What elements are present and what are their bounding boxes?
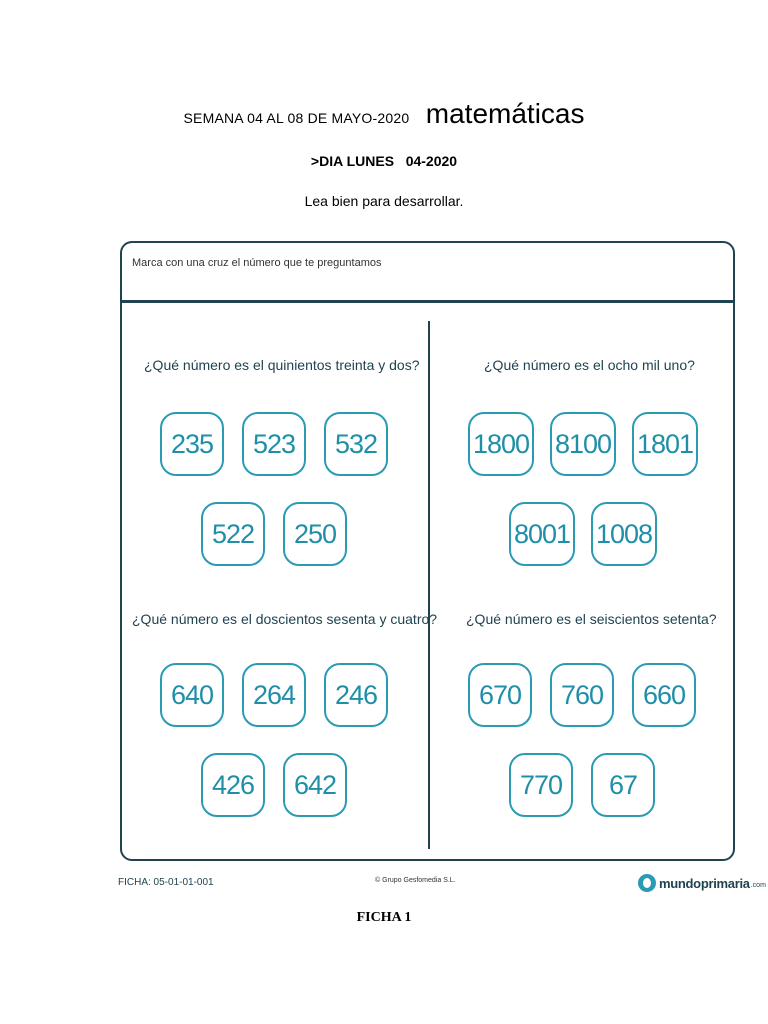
option-box[interactable]: 760 — [550, 663, 614, 727]
worksheet-frame — [120, 241, 735, 861]
option-box[interactable]: 670 — [468, 663, 532, 727]
instruction-divider — [122, 300, 733, 303]
logo-text: mundoprimaria — [659, 875, 750, 891]
footer-code: FICHA: 05-01-01-001 — [118, 877, 214, 888]
question-3: ¿Qué número es el doscientos sesenta y cuatro? — [132, 611, 438, 627]
option-box[interactable]: 8001 — [509, 502, 575, 566]
option-box[interactable]: 523 — [242, 412, 306, 476]
option-box[interactable]: 1800 — [468, 412, 534, 476]
footer-copyright: © Grupo Gesfomedia S.L. — [375, 877, 456, 884]
question-1: ¿Qué número es el quinientos treinta y dos? — [144, 357, 420, 373]
week-label: SEMANA 04 AL 08 DE MAYO-2020 — [183, 110, 410, 126]
option-box[interactable]: 522 — [201, 502, 265, 566]
column-divider — [428, 321, 430, 849]
option-box[interactable]: 642 — [283, 753, 347, 817]
option-box[interactable]: 640 — [160, 663, 224, 727]
option-box[interactable]: 1801 — [632, 412, 698, 476]
option-box[interactable]: 264 — [242, 663, 306, 727]
subject-label: matemáticas — [425, 98, 585, 129]
option-box[interactable]: 8100 — [550, 412, 616, 476]
option-box[interactable]: 235 — [160, 412, 224, 476]
option-box[interactable]: 660 — [632, 663, 696, 727]
option-box[interactable]: 1008 — [591, 502, 657, 566]
mundoprimaria-logo — [638, 872, 766, 894]
option-box[interactable]: 770 — [509, 753, 573, 817]
option-box[interactable]: 250 — [283, 502, 347, 566]
option-box[interactable]: 426 — [201, 753, 265, 817]
option-box[interactable]: 246 — [324, 663, 388, 727]
page-label: FICHA 1 — [356, 910, 412, 925]
logo-icon — [638, 874, 656, 892]
header-title-line — [0, 98, 768, 130]
question-4: ¿Qué número es el seiscientos setenta? — [466, 611, 717, 627]
worksheet-instruction: Marca con una cruz el número que te preguntamos — [132, 257, 382, 269]
option-box[interactable]: 532 — [324, 412, 388, 476]
option-box[interactable]: 67 — [591, 753, 655, 817]
question-2: ¿Qué número es el ocho mil uno? — [484, 357, 695, 373]
page-instruction: Lea bien para desarrollar. — [304, 193, 464, 209]
logo-domain: .com — [750, 881, 766, 889]
day-label: >DIA LUNES 04-2020 — [310, 153, 458, 169]
